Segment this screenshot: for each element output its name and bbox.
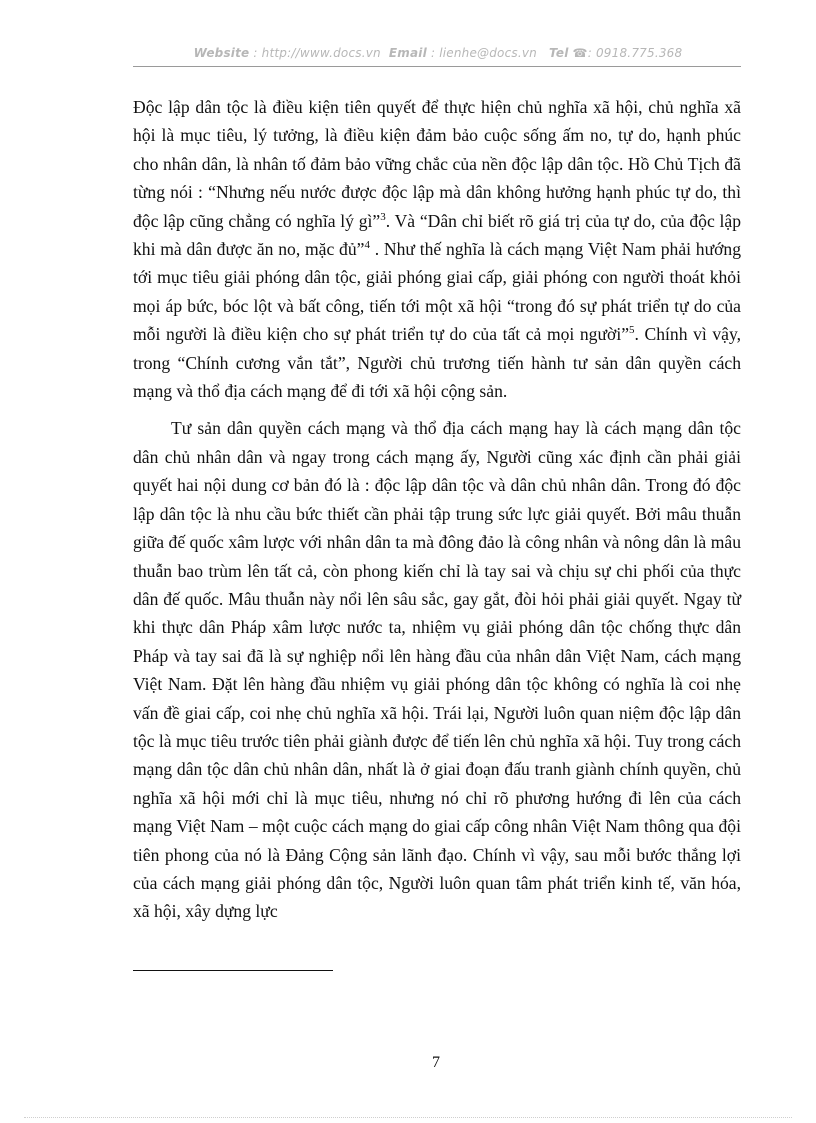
footnote-ref-4: 4 — [364, 239, 370, 252]
footnote-separator — [133, 970, 333, 971]
paragraph-1-seg-2: . Và “Dân chỉ biết rõ giá trị của tự do, của độc lập khi mà dân được ăn no, mặc đủ” — [133, 210, 741, 260]
page-header — [133, 46, 743, 60]
paragraph-1-seg-4: . Chính vì vậy, trong “Chính cương vắn tắt”, Người chủ trương tiến hành tư sản dân quyền cách mạng và thổ địa cách mạng để đi tới xã hội cộng sản. — [133, 324, 742, 402]
paragraph-2: Tư sản dân quyền cách mạng và thổ địa cách mạng hay là cách mạng dân tộc dân chủ nhân dân và ngay trong cách mạng ấy, Người cũng xác định cần phải giải quyết hai nội dung cơ bản đó là : độc lập dân tộc và dân chủ nhân dân. Trong đó độc lập dân tộc là nhu cầu bức thiết cần phải tập trung sức lực giải quyết. Bởi mâu thuẫn giữa đế quốc xâm lược với nhân dân ta mà đông đảo là công nhân và nông dân là mâu thuẫn bao trùm lên tất cả, còn phong kiến chỉ là tay sai và chịu sự chi phối của thực dân đế quốc. Mâu thuẫn này nổi lên sâu sắc, gay gắt, đòi hỏi phải giải quyết. Ngay từ khi thực dân Pháp xâm lược nước ta, nhiệm vụ giải phóng dân tộc chống thực dân Pháp và tay sai đã là sự nghiệp nổi lên hàng đầu của nhân dân Việt Nam, cách mạng Việt Nam. Đặt lên hàng đầu nhiệm vụ giải phóng dân tộc không có nghĩa là coi nhẹ vấn đề giai cấp, coi nhẹ chủ nghĩa xã hội. Trái lại, Người luôn quan niệm độc lập dân tộc là mục tiêu trước tiên phải giành được để tiến lên chủ nghĩa xã hội. Tuy trong cách mạng dân tộc dân chủ nhân dân, nhất là ở giai đoạn đấu tranh giành chính quyền, chủ nghĩa xã hội mới chỉ là mục tiêu, nhưng nó chỉ rõ phương hướng đi lên của cách mạng Việt Nam – một cuộc cách mạng do giai cấp công nhân Việt Nam thông qua đội tiên phong của nó là Đảng Cộng sản lãnh đạo. Chính vì vậy, sau mỗi bước thắng lợi của cách mạng giải phóng dân tộc, Người luôn quan tâm phát triển kinh tế, văn hóa, xã hội, xây dựng lực — [133, 418, 741, 922]
page-bottom-border — [24, 1117, 792, 1118]
footnote-ref-5: 5 — [629, 324, 635, 337]
page-number: 7 — [432, 1054, 440, 1071]
tel-value: : 0918.775.368 — [587, 46, 683, 60]
website-label: Website — [193, 46, 250, 60]
tel-label: Tel — [549, 46, 569, 60]
email-value: : lienhe@docs.vn — [430, 46, 537, 60]
paragraph-1-seg-3: . Như thế nghĩa là cách mạng Việt Nam phải hướng tới mục tiêu giải phóng dân tộc, giải phóng giai cấp, giải phóng con người thoát khỏi mọi áp bức, bóc lột và bất công, tiến tới một xã hội “trong đó sự phát triển tự do của mỗi người là điều kiện cho sự phát triển tự do của tất cả mọi người” — [133, 239, 742, 345]
paragraph-1-seg-1: Độc lập dân tộc là điều kiện tiên quyết để thực hiện chủ nghĩa xã hội, chủ nghĩa xã hội là mục tiêu, lý tưởng, là điều kiện đảm bảo cuộc sống ấm no, tự do, hạnh phúc cho nhân dân, là nhân tố đảm bảo vững chắc của nền độc lập dân tộc. Hồ Chủ Tịch đã từng nói : “Nhưng nếu nước được độc lập mà dân không hưởng hạnh phúc tự do, thì độc lập cũng chẳng có nghĩa lý gì” — [133, 97, 741, 231]
email-label: Email — [388, 46, 427, 60]
phone-icon: ☎ — [572, 46, 588, 60]
paragraph-1 — [133, 93, 741, 405]
website-value: : http://www.docs.vn — [253, 46, 381, 60]
document-body — [133, 93, 741, 926]
header-divider — [133, 66, 741, 67]
footnote-ref-3: 3 — [380, 210, 386, 223]
